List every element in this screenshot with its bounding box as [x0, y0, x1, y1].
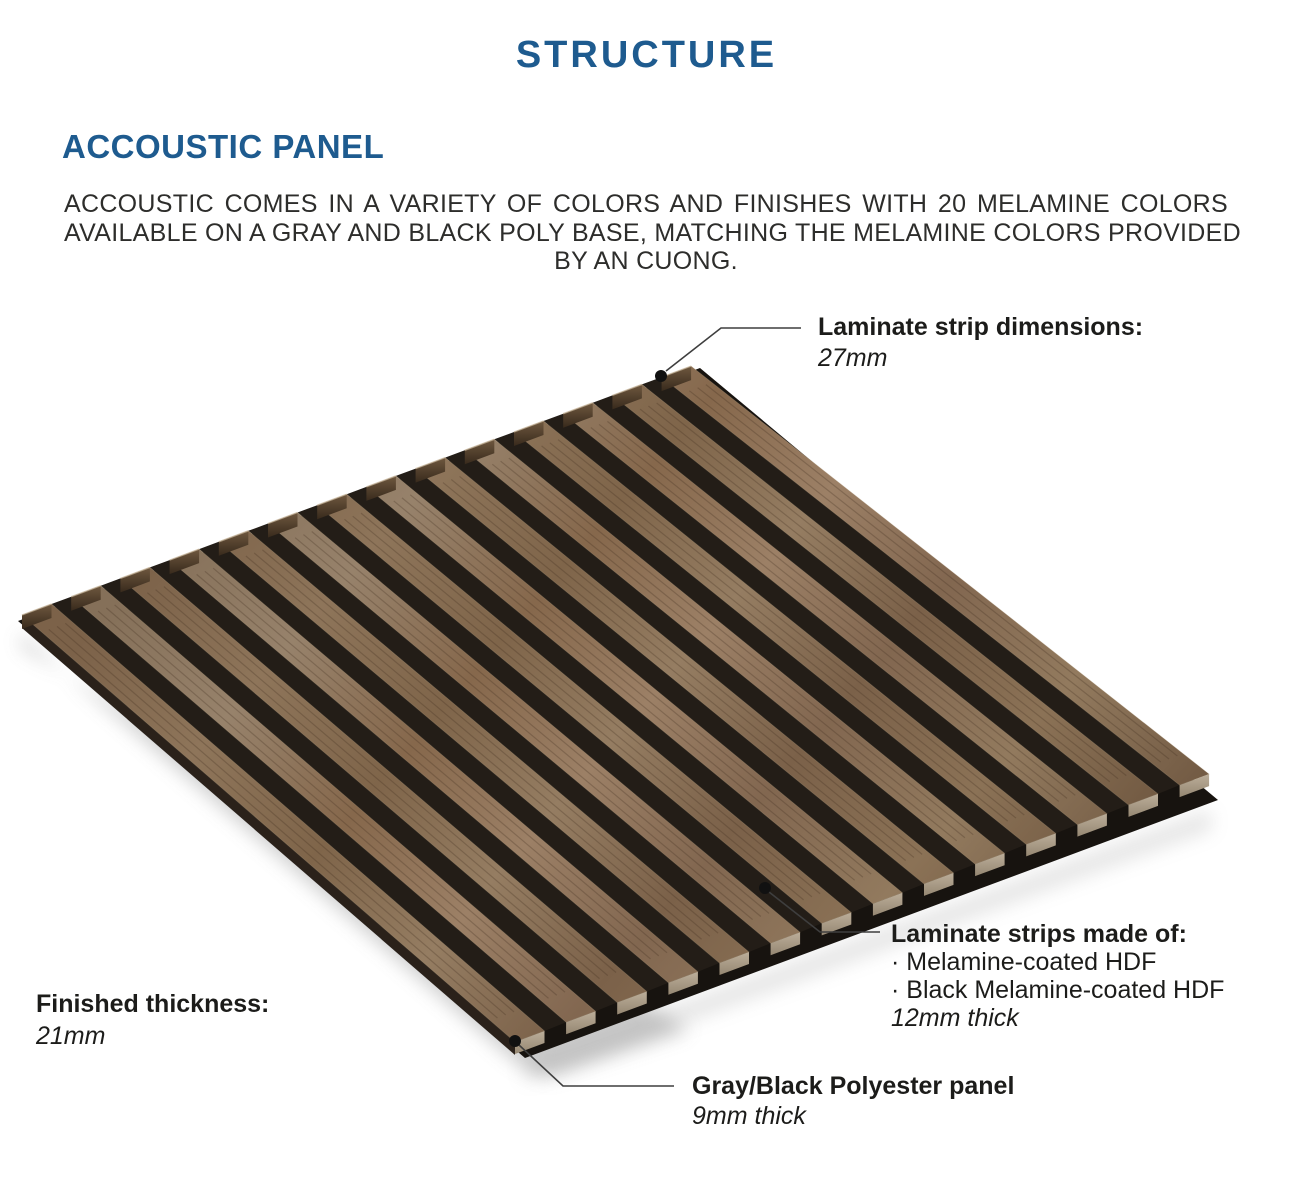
callout-polyester-label: Gray/Black Polyester panel: [692, 1072, 1015, 1100]
body-line-2: AVAILABLE ON A GRAY AND BLACK POLY BASE, MATCHING THE MELAMINE COLORS PROVIDED: [64, 218, 1241, 247]
callout-finished-thickness: [36, 988, 269, 1052]
callout-polyester-panel: [692, 1071, 1014, 1131]
callout-made-of-label: Laminate strips made of:: [891, 920, 1187, 948]
callout-strip-dimensions-label: Laminate strip dimensions:: [818, 313, 1144, 341]
section-heading: ACCOUSTIC PANEL: [62, 128, 385, 165]
callout-strip-dimensions: [818, 312, 1143, 374]
made-of-dot: [759, 882, 771, 894]
callout-made-of-note: 12mm thick: [891, 1004, 1019, 1032]
body-line-1: ACCOUSTIC COMES IN A VARIETY OF COLORS AND FINISHES WITH 20 MELAMINE COLORS: [64, 190, 1228, 218]
page-title: STRUCTURE: [515, 34, 778, 76]
strip-dimensions-dot: [655, 370, 667, 382]
body-line-3: BY AN CUONG.: [554, 247, 738, 275]
strip-dimensions-leader-line: [666, 328, 801, 371]
callout-finished-thickness-label: Finished thickness:: [36, 990, 270, 1018]
callout-made-of-item-2: · Black Melamine-coated HDF: [891, 976, 1225, 1004]
callout-polyester-value: 9mm thick: [692, 1102, 806, 1130]
callout-strip-dimensions-value: 27mm: [818, 344, 888, 372]
polyester-panel-dot: [509, 1035, 521, 1047]
callout-made-of: [891, 920, 1224, 1032]
callout-finished-thickness-value: 21mm: [36, 1022, 106, 1050]
callout-made-of-item-1: · Melamine-coated HDF: [891, 948, 1157, 976]
